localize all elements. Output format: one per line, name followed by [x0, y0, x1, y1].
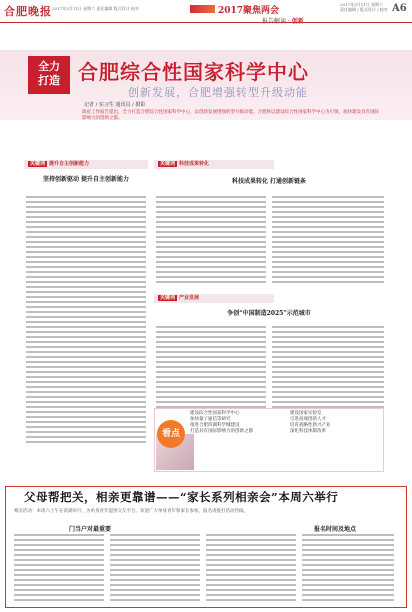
conference-title: 2017聚焦两会	[218, 6, 280, 16]
hero-tag-line1: 全力	[38, 60, 60, 73]
date-text: 2017年3月11日 星期六	[340, 2, 384, 7]
mid-section-tag: 关键词	[160, 161, 176, 167]
bottom-article-intro: 相亲活动：本周六上午在滨湖举行，为单身青年提供交友平台。欢迎广大单身青年和家长参加，报名请拨打活动热线。	[14, 509, 248, 514]
bullet-item: 打造具有国际影响力的创新之都	[190, 429, 253, 434]
mid-section-head	[154, 160, 274, 169]
left-section-tag: 关键词	[30, 161, 46, 167]
bottom-article-title: 父母帮把关，相亲更靠谱——“家长系列相亲会”本周六举行	[24, 490, 339, 504]
subheader	[262, 16, 304, 25]
left-column-body	[26, 196, 146, 446]
bullet-item: 深化科技体制改革	[290, 429, 326, 434]
bottom-col4	[302, 534, 394, 604]
issue-date	[340, 2, 388, 12]
mid2-right-body	[272, 326, 384, 411]
bullet-item: 建设综合性国家科学中心	[190, 411, 240, 416]
editors-text: 责任编辑 / 版式设计 / 校对	[340, 7, 388, 12]
bottom-col1	[14, 534, 104, 604]
summary-bullets-right	[290, 411, 382, 435]
left-section-head	[24, 160, 148, 169]
header-divider	[0, 22, 412, 23]
byline: 记者 / 实习生 通讯员 / 摄影	[84, 102, 146, 108]
highlights-badge: 看点	[157, 420, 185, 448]
bullet-item: 推进合肥滨湖科学城建设	[190, 423, 240, 428]
bottom-subhead-left: 门当户对最重要	[68, 526, 111, 533]
mid-column-body	[156, 196, 266, 286]
mid2-column-title: 争创“中国制造2025”示范城市	[227, 310, 311, 317]
hero-title: 合肥综合性国家科学中心	[78, 60, 309, 84]
ribbon-decoration	[190, 5, 215, 13]
bullet-item: 培育战略性新兴产业	[290, 423, 331, 428]
mid2-section-head	[154, 294, 274, 303]
bullet-item: 引进高端创新人才	[290, 417, 326, 422]
bottom-col3	[206, 534, 296, 604]
mid2-section-tag: 关键词	[160, 295, 176, 301]
bullet-item: 建设国家实验室	[290, 411, 322, 416]
bullet-item: 加快量子通信等研究	[190, 417, 231, 422]
mid-column-title: 科技成果转化 打通创新链条	[231, 178, 307, 185]
hero-tag-line2: 打造	[38, 74, 60, 87]
masthead-logo: 合肥晚报	[4, 5, 52, 18]
mid2-section-label: 产业发展	[179, 295, 200, 301]
mid-section-label: 科技成果转化	[179, 161, 210, 167]
bottom-col2	[110, 534, 200, 604]
bottom-subhead-right: 报名时间及地点	[313, 526, 356, 533]
hero-tag	[28, 56, 70, 94]
summary-bullets-left	[190, 411, 285, 435]
hero-subtitle: 创新发展，合肥增强转型升级动能	[128, 86, 308, 99]
right-column-body	[272, 196, 384, 286]
left-section-label: 提升自主创新能力	[49, 161, 90, 167]
page-number: A6	[392, 3, 407, 14]
lead-paragraph: 政府工作报告提出，全力打造合肥综合性国家科学中心，以创新发展增强转型升级动能。合肥将以建设综合性国家科学中心为引领，加快建设具有国际影响力的创新之都。	[82, 110, 379, 121]
left-column-title: 坚持创新驱动 提升自主创新能力	[42, 176, 130, 183]
masthead-meta: 2017年3月11日 星期六 责任编辑 版式设计 校对	[52, 6, 139, 11]
mid2-column-body	[156, 326, 266, 411]
